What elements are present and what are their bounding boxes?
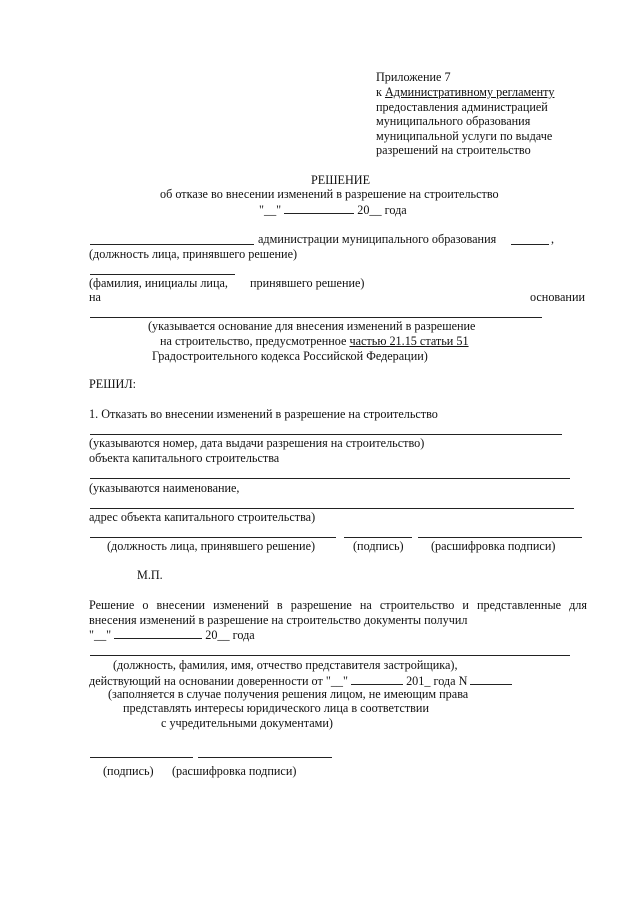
- document-subtitle: об отказе во внесении изменений в разрешение на строительство: [160, 187, 499, 201]
- appendix-line: предоставления администрацией: [376, 100, 548, 114]
- object-address-hint: адрес объекта капитального строительства): [89, 510, 316, 524]
- signer-sign-line: [344, 537, 412, 538]
- receipt-date-year: 20__ года: [205, 628, 255, 642]
- date-month-blank: [284, 202, 354, 214]
- name-hint-b: принявшего решение): [250, 276, 365, 290]
- position-hint: (должность лица, принявшего решение): [89, 247, 298, 261]
- receipt-date: [89, 627, 255, 644]
- on-word: на: [89, 290, 101, 304]
- regulation-link[interactable]: Административному регламенту: [384, 85, 555, 99]
- object-text: объекта капитального строительства: [89, 451, 280, 465]
- admin-text: администрации муниципального образования: [258, 232, 497, 246]
- permit-hint: (указываются номер, дата выдачи разрешения на строительство): [89, 436, 425, 450]
- basis-hint-2: [160, 334, 469, 350]
- receiver-decode-line: [198, 757, 332, 758]
- receipt-text-1: Решение о внесении изменений в разрешение на строительство и представленные для: [89, 598, 587, 612]
- proxy-prefix: действующий на основании доверенности от "__": [89, 674, 348, 688]
- date-year: 20__ года: [357, 203, 407, 217]
- signer-decode-line: [418, 537, 582, 538]
- representative-hint: (должность, фамилия, имя, отчество представителя застройщика),: [113, 658, 458, 672]
- code-article-link[interactable]: частью 21.15 статьи 51: [349, 334, 469, 348]
- receiver-sign-hint: (подпись): [103, 764, 154, 778]
- receipt-note-3: с учредительными документами): [161, 716, 333, 730]
- name-hint-a: (фамилия, инициалы лица,: [89, 276, 228, 290]
- proxy-number-blank: [470, 673, 512, 685]
- signer-sign-hint: (подпись): [353, 539, 404, 553]
- municipality-line: [511, 244, 549, 245]
- basis-hint-2-prefix: на строительство, предусмотренное: [160, 334, 350, 348]
- receipt-date-day: "__": [89, 628, 112, 642]
- appendix-prefix: к: [376, 85, 385, 99]
- receipt-note-2: представлять интересы юридического лица в соответствии: [123, 701, 429, 715]
- basis-word: основании: [530, 290, 585, 304]
- receipt-text-2: внесения изменений в разрешение на строительство документы получил: [89, 613, 468, 627]
- appendix-regulation-line: [376, 85, 554, 101]
- receipt-note-1: (заполняется в случае получения решения лицом, не имеющим права: [108, 687, 469, 701]
- name-line: [90, 274, 235, 275]
- appendix-number: Приложение 7: [376, 70, 451, 84]
- object-name-hint: (указываются наименование,: [89, 481, 240, 495]
- admin-comma: ,: [551, 232, 555, 246]
- appendix-line: разрешений на строительство: [376, 143, 531, 157]
- signer-position-line: [90, 537, 336, 538]
- title-date: [259, 202, 407, 219]
- stamp-place: М.П.: [137, 568, 163, 582]
- receiver-sign-line: [90, 757, 193, 758]
- appendix-line: муниципального образования: [376, 114, 531, 128]
- permit-line: [90, 434, 562, 435]
- decision-item-1: 1. Отказать во внесении изменений в разрешение на строительство: [89, 407, 438, 421]
- signer-decode-hint: (расшифровка подписи): [431, 539, 556, 553]
- basis-hint-1: (указывается основание для внесения изменений в разрешение: [148, 319, 476, 333]
- position-line: [90, 244, 254, 245]
- resolved-heading: РЕШИЛ:: [89, 377, 136, 391]
- object-address-line: [90, 508, 574, 509]
- signer-position-hint: (должность лица, принявшего решение): [107, 539, 316, 553]
- representative-line: [90, 655, 570, 656]
- date-day: "__": [259, 203, 282, 217]
- proxy-year: 201_ года N: [406, 674, 468, 688]
- basis-hint-3: Градостроительного кодекса Российской Федерации): [152, 349, 428, 363]
- object-name-line: [90, 478, 570, 479]
- document-heading: РЕШЕНИЕ: [311, 173, 371, 187]
- appendix-line: муниципальной услуги по выдаче: [376, 129, 553, 143]
- receipt-date-month-blank: [114, 627, 202, 639]
- basis-line: [90, 317, 542, 318]
- receiver-decode-hint: (расшифровка подписи): [172, 764, 297, 778]
- proxy-month-blank: [351, 673, 403, 685]
